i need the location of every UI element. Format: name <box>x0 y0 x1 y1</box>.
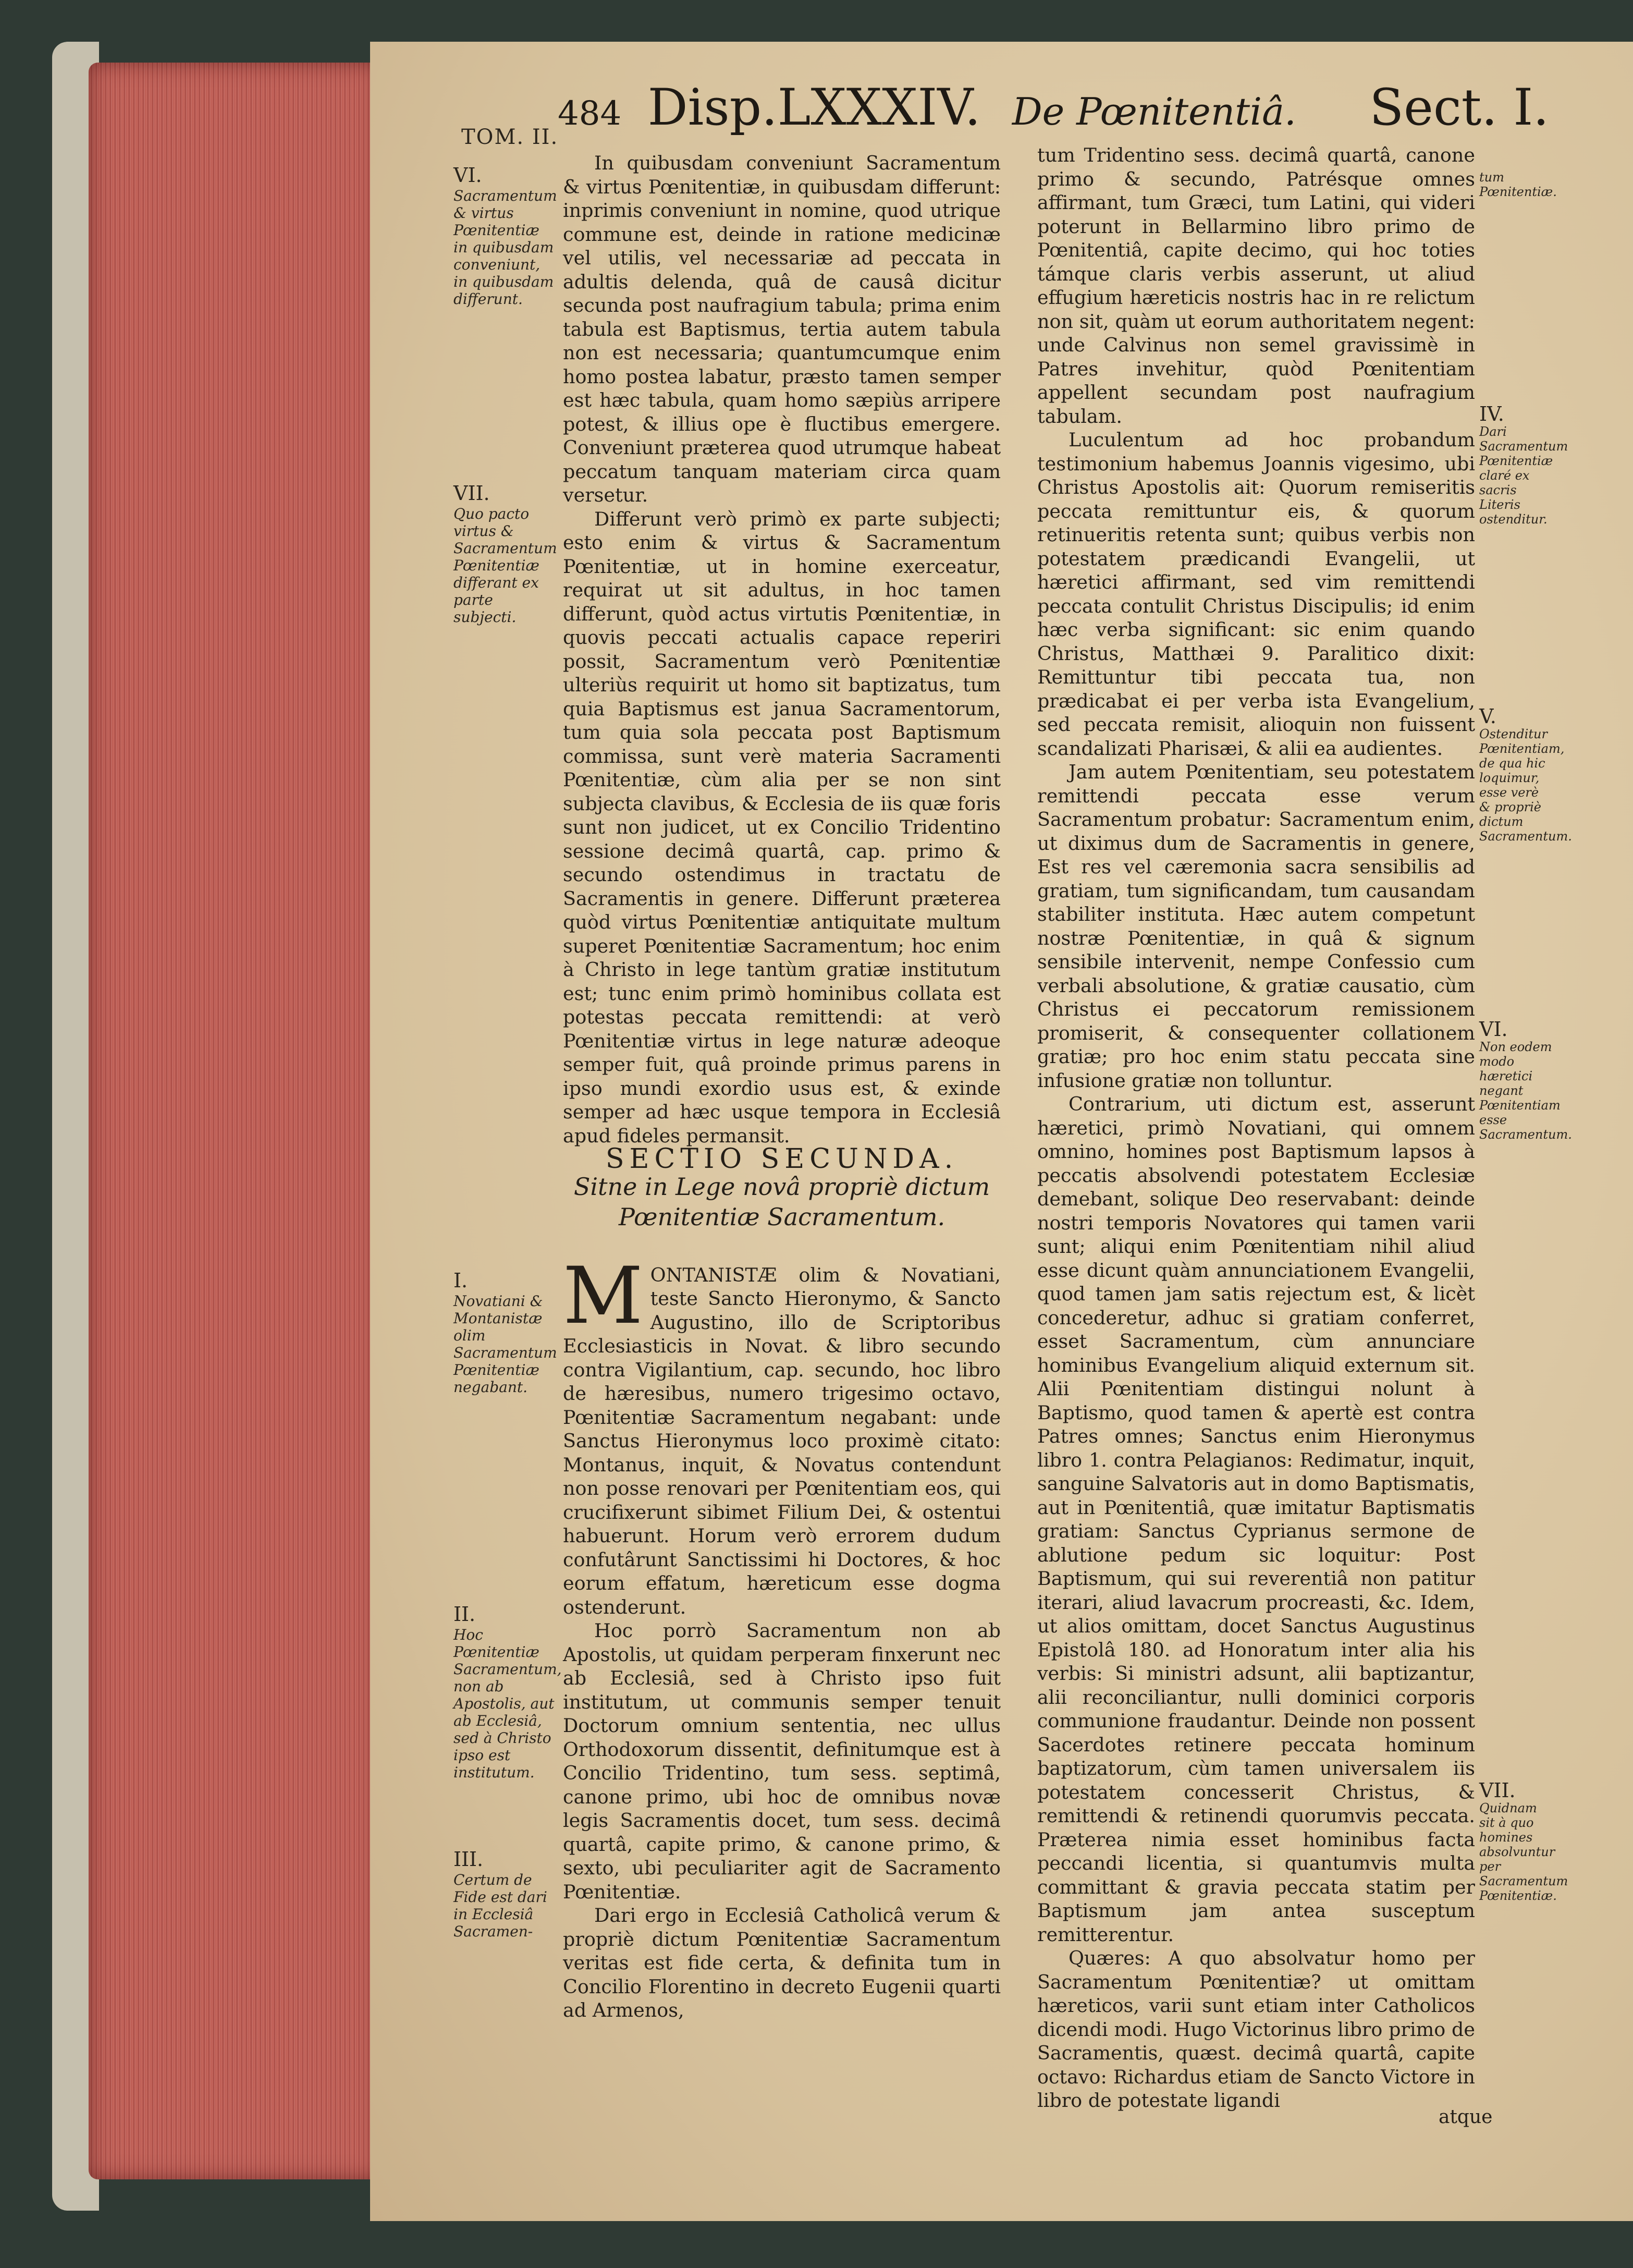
margin-note-number: VII. <box>453 482 490 505</box>
paragraph: Hoc porrò Sacramentum non ab Apostolis, ut quidam perperam finxerunt nec ab Ecclesiâ, sed à Christo ipso fuit institutum, ut communis semper tenuit Doctorum omnium sententia, nec ullus Orthodoxorum dissentit, definitumque est à Concilio Tridentino, tum sess. septimâ, canone primo, ubi hoc de omnibus novæ legis Sacramentis docet, tum sess. decimâ quartâ, capite primo, & canone primo, & sexto, ubi peculiariter agit de Sacramento Pœnitentiæ. <box>563 1619 1001 1903</box>
margin-note-right <box>1479 705 1572 844</box>
margin-note-number: IV. <box>1479 403 1504 425</box>
topic-title: De Pœnitentiâ. <box>1012 90 1296 133</box>
margin-note-number: VII. <box>1479 1779 1516 1802</box>
page-edges <box>89 63 380 2179</box>
margin-note-right <box>1479 1779 1568 1903</box>
paragraph: Luculentum ad hoc probandum testimonium habemus Joannis vigesimo, ubi Christus Apostolis ait: Quorum remiseritis peccata remittuntur eis, & quorum retinueritis retenta sunt; quibus verbis non potestatem prædicandi Evangelii, ut hæretici affirmant, sed vim remittendi peccata contulit Christus Discipulis; id enim hæc verba significant: sic enim quando Christus, Matthæi 9. Paralitico dixit: Remittuntur tibi peccata tua, non prædicabat ei per verba ista Evangelium, sed peccata remisit, alioquin non fuissent scandalizati Pharisæi, & alii ea audientes. <box>1037 429 1475 760</box>
margin-note-right <box>1479 403 1568 527</box>
margin-note-left <box>453 164 558 308</box>
margin-note-number: VI. <box>453 164 482 187</box>
margin-note-text: Quo pacto virtus & Sacramentum Pœnitentiæ differant ex parte subjecti. <box>453 505 557 626</box>
paragraph: Quæres: A quo absolvatur homo per Sacramentum Pœnitentiæ? ut omittam hæreticos, varii sunt etiam inter Catholicos dicendi modi. Hugo Victorinus libro primo de Sacramentis, quæst. decimâ quartâ, capite octavo: Richardus etiam de Sancto Victore in libro de potestate ligandi <box>1037 1947 1475 2112</box>
section-title: Sect. I. <box>1369 78 1549 137</box>
disputation-title: Disp.LXXXIV. <box>647 78 981 137</box>
paragraph: tum Tridentino sess. decimâ quartâ, canone primo & secundo, Patrésque omnes affirmant, tum Græci, tum Latini, qui videri poterunt in Bellarmino libro primo de Pœnitentiâ, capite decimo, qui hoc toties támque claris verbis asserunt, ut aliud effugium hæreticis nostris hac in re relictum non sit, quàm ut eorum authoritatem negent: unde Calvinus non semel gravissimè in Patres invehitur, quòd Pœnitentiam appellent secundam post naufragium tabulam. <box>1037 144 1475 428</box>
margin-note-left <box>453 1848 558 1940</box>
paragraph: Contrarium, uti dictum est, asserunt hæretici, primò Novatiani, qui omnem omnino, homines post Baptismum lapsos à peccatis absolvendi potestatem Ecclesiæ demebant, solique Deo reservabant: deinde nostri temporis Novatores qui tamen varii sunt; aliqui enim Pœnitentiam nihil aliud esse dicunt quàm annunciationem Evangelii, quod tamen jam satis rejectum est, & licèt concederetur, adhuc si gratiam conferret, esset Sacramentum, cùm annunciare hominibus Evangelium aliquid externum sit. Alii Pœnitentiam distingui nolunt à Baptismo, quod tamen & apertè est contra Patres omnes; Sanctus enim Hieronymus libro 1. contra Pelagianos: Redimatur, inquit, sanguine Salvatoris aut in domo Baptismatis, aut in Pœnitentiâ, quæ imitatur Baptismatis gratiam: Sanctus Cyprianus sermone de ablutione pedum sic loquitur: Post Baptismum, qui sui reverentiâ non patitur iterari, aliud lavacrum procreasti, &c. Idem, ut alios omittam, docet Sanctus Augustinus Epistolâ 180. ad Honoratum inter alia his verbis: Si ministri adsunt, alii baptizantur, alii reconciliantur, nulli dominici corporis communione fraudantur. Deinde non possent Sacerdotes retinere peccata hominum baptizatorum, cùm tamen universalem iis potestatem concesserit Christus, & remittendi & retinendi quorumvis peccata. Præterea nimia esset hominibus facta peccandi licentia, si quantumvis multa committant & gravia peccata statim per Baptismum jam antea susceptum remitterentur. <box>1037 1093 1475 1946</box>
margin-note-number: III. <box>453 1848 484 1871</box>
margin-note-number: VI. <box>1479 1018 1508 1041</box>
paragraph: Differunt verò primò ex parte subjecti; esto enim & virtus & Sacramentum Pœnitentiæ, ut in homine exerceatur, requirat ut sit adultus, in hoc tamen differunt, quòd actus virtutis Pœnitentiæ, in quovis peccati actualis capace reperiri possit, Sacramentum verò Pœnitentiæ ulteriùs requirit ut homo sit baptizatus, tum quia Baptismus est janua Sacramentorum, tum quia sola peccata post Baptismum commissa, sunt verè materia Sacramenti Pœnitentiæ, cùm alia per se non sint subjecta clavibus, & Ecclesia de iis quæ foris sunt non judicet, ut ex Concilio Tridentino sessione decimâ quartâ, cap. primo & secundo ostendimus in tractatu de Sacramentis in genere. Differunt præterea quòd virtus Pœnitentiæ antiquitate multum superet Pœnitentiæ Sacramentum; hoc enim à Christo in lege tantùm gratiæ institutum est; tunc enim primò hominibus collata est potestas peccata remittendi: at verò Pœnitentiæ virtus in lege naturæ adeoque semper fuit, quâ proinde primus parens in ipso mundi exordio usus est, & exinde semper ad hæc usque tempora in Ecclesiâ apud fideles permansit. <box>563 507 1001 1147</box>
margin-note-number: V. <box>1479 705 1496 728</box>
paragraph: Jam autem Pœnitentiam, seu potestatem remittendi peccata esse verum Sacramentum probatur: Sacramentum enim, ut diximus dum de Sacramentis in genere, Est res vel cæremonia sacra sensibilis ad gratiam, tum significandam, tum causandam stabiliter instituta. Hæc autem competunt nostræ Pœnitentiæ, in quâ & signum sensibile intervenit, nempe Confessio cum verbali absolutione, & gratiæ causatio, cùm Christus ei peccatorum remissionem promiserit, & consequenter collationem gratiæ; pro hoc enim statu peccata sine infusione gratiæ non tolluntur. <box>1037 761 1475 1092</box>
page-number: 484 <box>558 94 622 133</box>
margin-note-text: Ostenditur Pœnitentiam, de qua hic loquimur, esse verè & propriè dictum Sacramentum. <box>1479 727 1572 844</box>
margin-note-left <box>453 482 558 626</box>
margin-note-number: I. <box>453 1269 468 1292</box>
drop-cap: M <box>563 1250 643 1342</box>
margin-note-text: tum Pœnitentiæ. <box>1479 170 1557 199</box>
margin-note-left <box>453 1603 562 1781</box>
margin-note-text: Novatiani & Montanistæ olim Sacramentum Pœnitentiæ negabant. <box>453 1292 557 1396</box>
section-heading: SECTIO SECUNDA. <box>605 1143 959 1175</box>
margin-note-text: Hoc Pœnitentiæ Sacramentum, non ab Apostolis, aut ab Ecclesiâ, sed à Christo ipso est institutum. <box>453 1626 562 1781</box>
section-subtitle <box>563 1172 1001 1232</box>
subtitle-line: Pœnitentiæ Sacramentum. <box>618 1202 946 1231</box>
paragraph: Dari ergo in Ecclesiâ Catholicâ verum & propriè dictum Pœnitentiæ Sacramentum veritas est fide certa, & definita tum in Concilio Florentino in decreto Eugenii quarti ad Armenos, <box>563 1904 1001 2021</box>
margin-note-number: II. <box>453 1603 476 1626</box>
margin-note-right <box>1479 167 1557 199</box>
paragraph: In quibusdam conveniunt Sacramentum & virtus Pœnitentiæ, in quibusdam differunt: inprimis conveniunt in nomine, quod utrique commune est, deinde in ratione medicinæ vel utilis, vel necessariæ ad peccata in adultis delenda, quâ de causâ dicitur secunda post naufragium tabula; prima enim tabula est Baptismus, tertia autem tabula non est necessaria; quantumcumque enim homo postea labatur, præsto tamen semper est hæc tabula, quam homo sæpiùs arripere potest, & illius ope è fluctibus emergere. Conveniunt præterea quod utrumque habeat peccatum tanquam materiam circa quam versetur. <box>563 152 1001 506</box>
margin-note-text: Certum de Fide est dari in Ecclesiâ Sacramen- <box>453 1871 547 1940</box>
text-column-right <box>1037 143 1475 2113</box>
text-column-left <box>563 151 1001 2022</box>
margin-note-text: Non eodem modo hæretici negant Pœnitentiam esse Sacramentum. <box>1479 1040 1572 1142</box>
paragraph <box>563 1250 1001 1619</box>
catchword: atque <box>1439 2106 1493 2128</box>
margin-note-text: Sacramentum & virtus Pœnitentiæ in quibusdam conveniunt, in quibusdam differunt. <box>453 187 557 308</box>
margin-note-text: Dari Sacramentum Pœnitentiæ claré ex sacris Literis ostenditur. <box>1479 424 1568 527</box>
margin-note-right <box>1479 1018 1572 1142</box>
margin-note-left <box>453 1269 558 1396</box>
tome-label: TOM. II. <box>461 125 559 149</box>
margin-note-text: Quidnam sit à quo homines absolvuntur per Sacramentum Pœnitentiæ. <box>1479 1801 1568 1903</box>
running-header <box>558 78 1549 137</box>
subtitle-line: Sitne in Lege novâ propriè dictum <box>573 1172 990 1201</box>
paragraph-text: ONTANISTÆ olim & Novatiani, teste Sancto Hieronymo, & Sancto Augustino, illo de Scriptoribus Ecclesiasticis in Novat. & libro secundo contra Vigilantium, cap. secundo, hoc libro de hæresibus, numero trigesimo octavo, Pœnitentiæ Sacramentum negabant: unde Sanctus Hieronymus loco proximè citato: Montanus, inquit, & Novatus contendunt non posse renovari per Pœnitentiam eos, qui crucifixerunt sibimet Filium Dei, & ostentui habuerunt. Horum verò errorem dudum confutârunt Sanctissimi hi Doctores, & hoc eorum effatum, hæreticum esse dogma ostenderunt. <box>563 1263 1001 1618</box>
